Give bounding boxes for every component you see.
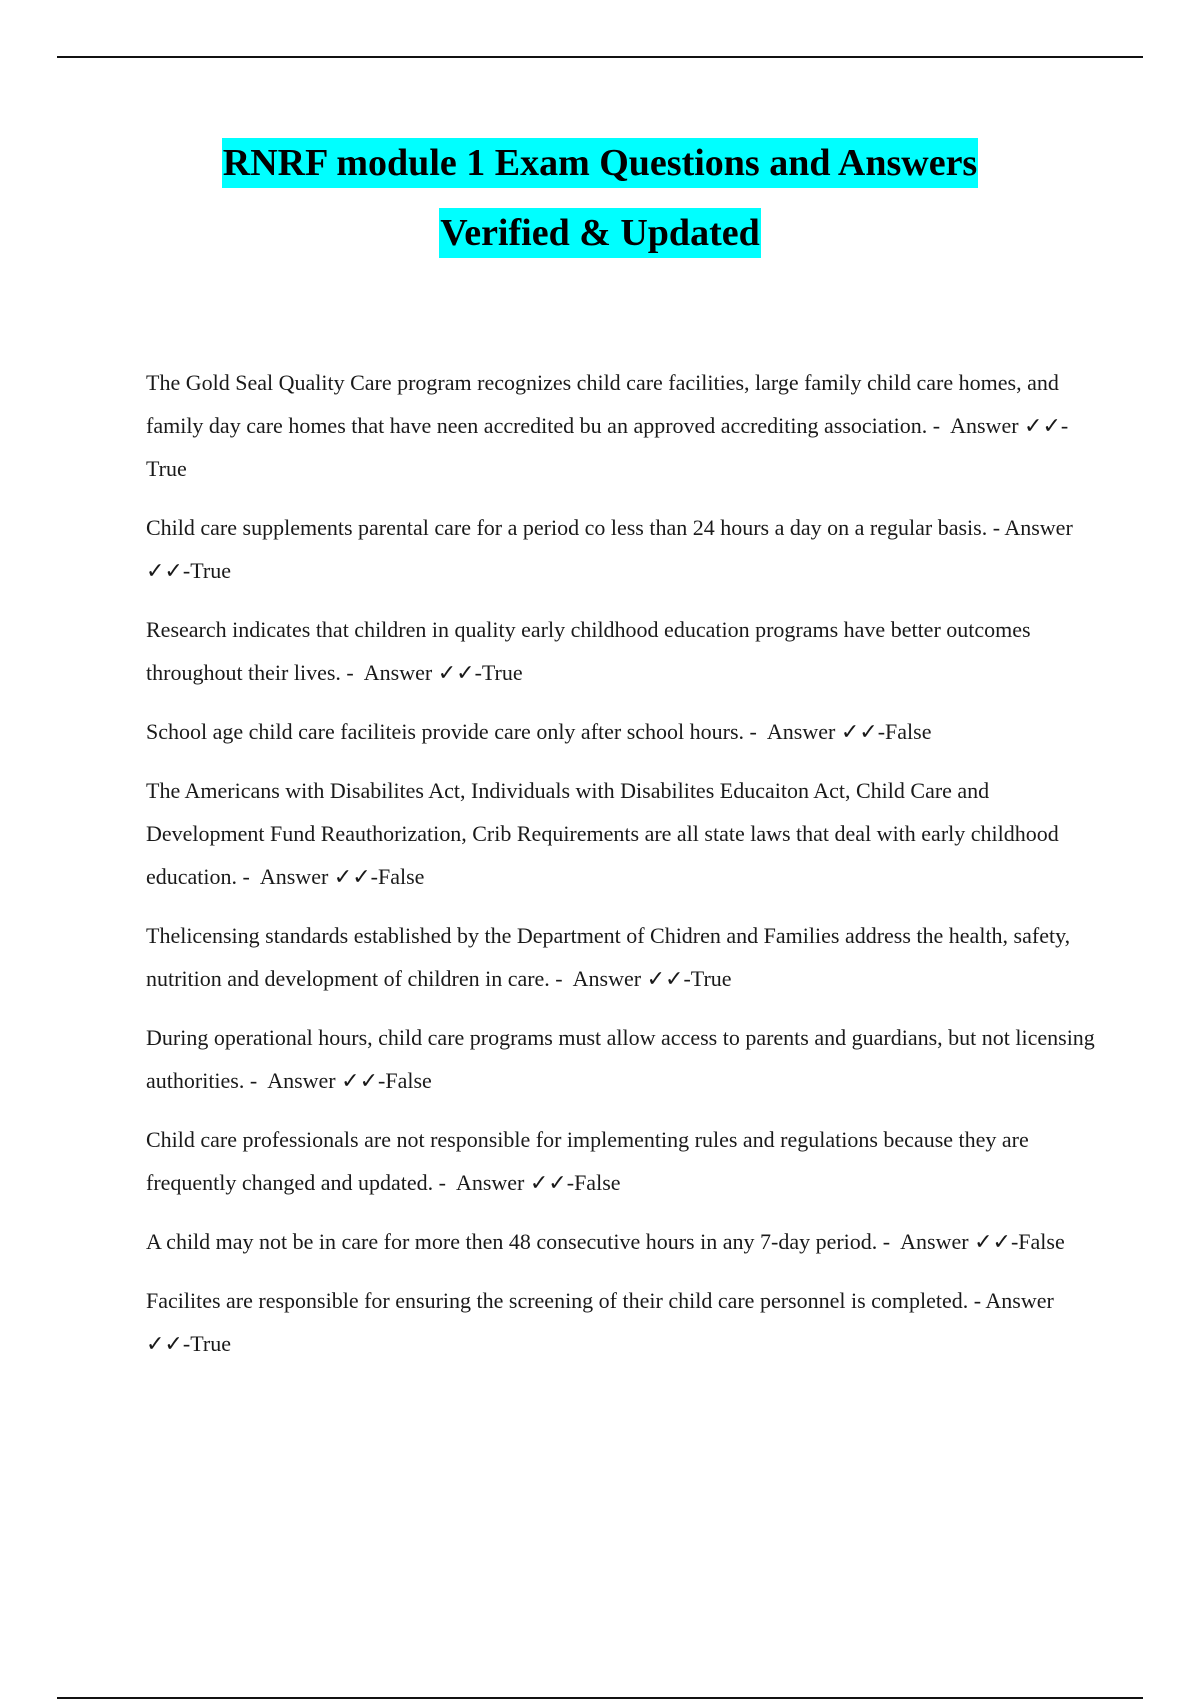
checkmark-icon: ✓✓ (529, 1170, 567, 1195)
qa-item (146, 608, 1096, 694)
question-text: Thelicensing standards established by the Department of Chidren and Families address the health, safety, nutrition and development of children in care. - (146, 923, 1071, 991)
answer-label: Answer (572, 966, 642, 991)
top-divider (57, 56, 1143, 58)
question-text: Child care professionals are not responsible for implementing rules and regulations because they are frequently changed and updated. - (146, 1127, 1029, 1195)
answer-value: -False (378, 1068, 432, 1093)
checkmark-icon: ✓✓ (1024, 413, 1061, 438)
document-title (0, 138, 1200, 278)
answer-value: -True (182, 558, 231, 583)
qa-item (146, 710, 1096, 753)
answer-value: -False (877, 719, 932, 744)
qa-item (146, 769, 1096, 898)
question-text: During operational hours, child care programs must allow access to parents and guardians, but not licensing authorities. - (146, 1025, 1095, 1093)
answer-label: Answer (455, 1170, 525, 1195)
question-text: Facilites are responsible for ensuring the screening of their child care personnel is completed. - (146, 1288, 982, 1313)
title-line-1: RNRF module 1 Exam Questions and Answers (222, 138, 978, 188)
question-text: School age child care faciliteis provide care only after school hours. - (146, 719, 757, 744)
qa-list (146, 361, 1096, 1381)
checkmark-icon: ✓✓ (146, 558, 183, 583)
question-text: The Americans with Disabilites Act, Individuals with Disabilites Educaiton Act, Child Care and Development Fund Reauthorization, Crib Requirements are all state laws that deal with early childhood education. - (146, 778, 1059, 889)
title-line-2: Verified & Updated (439, 208, 760, 258)
question-text: Research indicates that children in quality early childhood education programs have better outcomes throughout their lives. - (146, 617, 1031, 685)
answer-label: Answer (950, 413, 1019, 438)
checkmark-icon: ✓✓ (646, 966, 684, 991)
answer-label: Answer (766, 719, 836, 744)
question-text: The Gold Seal Quality Care program recognizes child care facilities, large family child care homes, and family day care homes that have neen accredited bu an approved accrediting association. - (146, 370, 1059, 438)
qa-item (146, 914, 1096, 1000)
qa-item (146, 1118, 1096, 1204)
answer-label: Answer (267, 1068, 336, 1093)
qa-item (146, 361, 1096, 490)
checkmark-icon: ✓✓ (341, 1068, 379, 1093)
checkmark-icon: ✓✓ (840, 719, 878, 744)
checkmark-icon: ✓✓ (146, 1331, 183, 1356)
answer-label: Answer (900, 1229, 969, 1254)
qa-item (146, 1016, 1096, 1102)
answer-value: -False (370, 864, 425, 889)
answer-value: -False (1010, 1229, 1065, 1254)
answer-value: -True (683, 966, 732, 991)
answer-label: Answer (985, 1288, 1054, 1313)
bottom-divider (57, 1697, 1143, 1699)
qa-item (146, 506, 1096, 592)
qa-item (146, 1220, 1096, 1263)
checkmark-icon: ✓✓ (333, 864, 371, 889)
question-text: Child care supplements parental care for a period co less than 24 hours a day on a regular basis. - (146, 515, 1001, 540)
answer-value: -True (182, 1331, 231, 1356)
answer-value: -True (146, 413, 1069, 481)
answer-value: -False (566, 1170, 621, 1195)
question-text: A child may not be in care for more then 48 consecutive hours in any 7-day period. - (146, 1229, 891, 1254)
checkmark-icon: ✓✓ (974, 1229, 1011, 1254)
answer-label: Answer (363, 660, 433, 685)
answer-label: Answer (259, 864, 329, 889)
qa-item (146, 1279, 1096, 1365)
answer-value: -True (474, 660, 523, 685)
answer-label: Answer (1004, 515, 1073, 540)
checkmark-icon: ✓✓ (437, 660, 475, 685)
